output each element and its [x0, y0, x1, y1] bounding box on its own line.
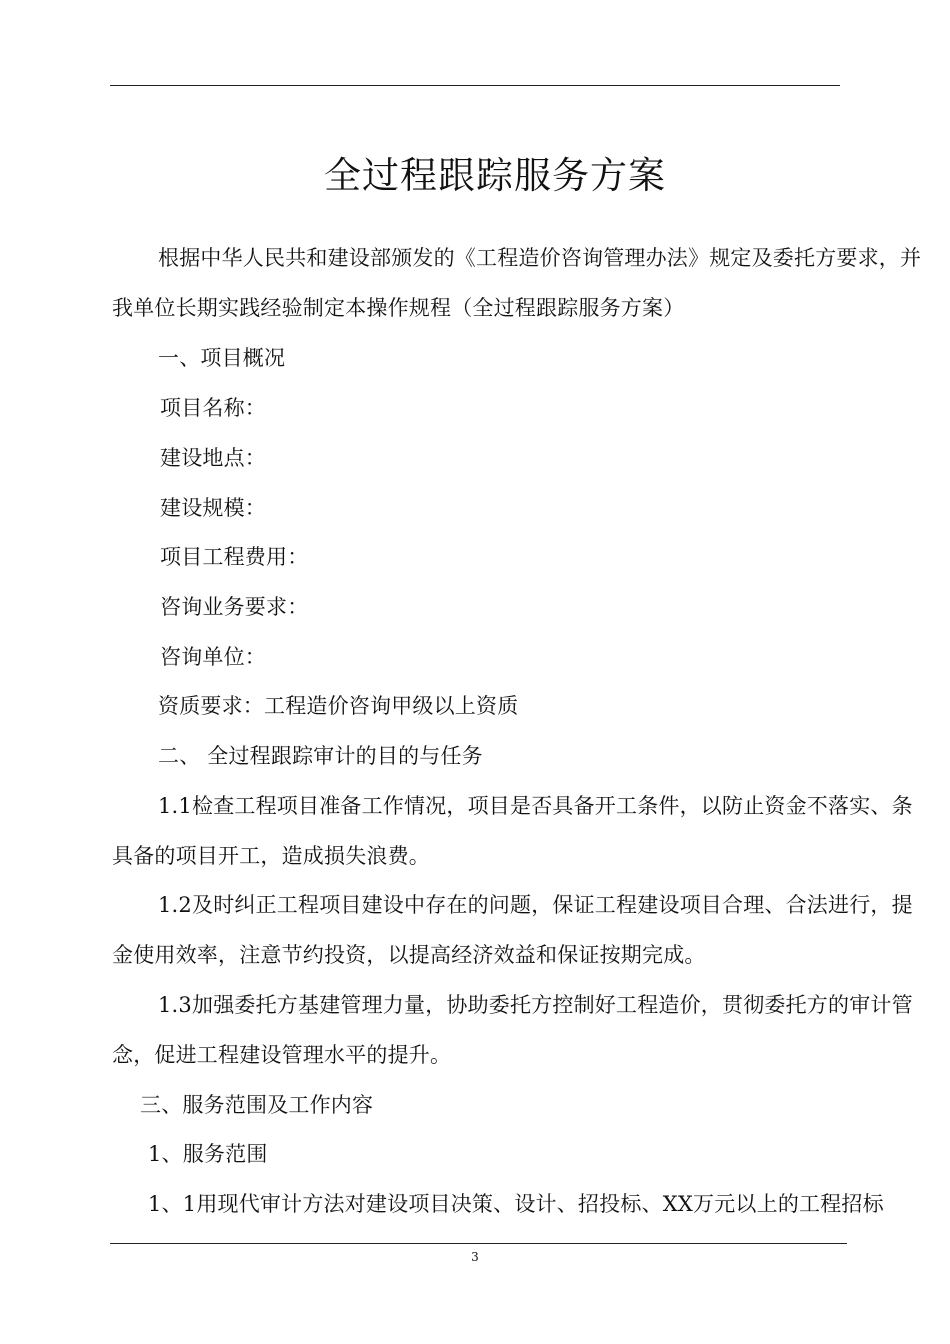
intro-line-2: 我单位长期实践经验制定本操作规程（全过程跟踪服务方案）	[112, 296, 685, 320]
header-rule	[110, 85, 840, 86]
field-qualification: 资质要求：工程造价咨询甲级以上资质	[158, 694, 519, 718]
field-project-name: 项目名称：	[160, 396, 266, 420]
section-3-heading: 三、服务范围及工作内容	[140, 1093, 374, 1117]
section-2-heading: 二、 全过程跟踪审计的目的与任务	[158, 744, 483, 768]
sub-1-heading: 1、服务范围	[148, 1142, 268, 1166]
item-1-3-line-1: 1.3加强委托方基建管理力量，协助委托方控制好工程造价，贯彻委托方的审计管	[158, 993, 913, 1017]
field-consult-requirement: 咨询业务要求：	[160, 595, 309, 619]
section-1-heading: 一、项目概况	[158, 346, 286, 370]
intro-line-1: 根据中华人民共和建设部颁发的《工程造价咨询管理办法》规定及委托方要求，并	[158, 246, 922, 270]
field-project-cost: 项目工程费用：	[160, 545, 309, 569]
item-1-2-line-2: 金使用效率，注意节约投资，以提高经济效益和保证按期完成。	[112, 943, 706, 967]
item-1-3-line-2: 念，促进工程建设管理水平的提升。	[112, 1043, 452, 1067]
item-1-1b-line-1: 1、1用现代审计方法对建设项目决策、设计、招投标、XX万元以上的工程招标	[148, 1192, 884, 1216]
field-build-location: 建设地点：	[160, 446, 266, 470]
footer-rule	[110, 1243, 847, 1244]
document-title: 全过程跟踪服务方案	[324, 154, 666, 197]
field-build-scale: 建设规模：	[160, 496, 266, 520]
page-number: 3	[471, 1250, 479, 1264]
item-1-1-line-1: 1.1检查工程项目准备工作情况，项目是否具备开工条件，以防止资金不落实、条	[158, 794, 913, 818]
item-1-1-line-2: 具备的项目开工，造成损失浪费。	[112, 844, 430, 868]
item-1-2-line-1: 1.2及时纠正工程项目建设中存在的问题，保证工程建设项目合理、合法进行，提	[158, 893, 913, 917]
field-consult-unit: 咨询单位：	[160, 645, 266, 669]
